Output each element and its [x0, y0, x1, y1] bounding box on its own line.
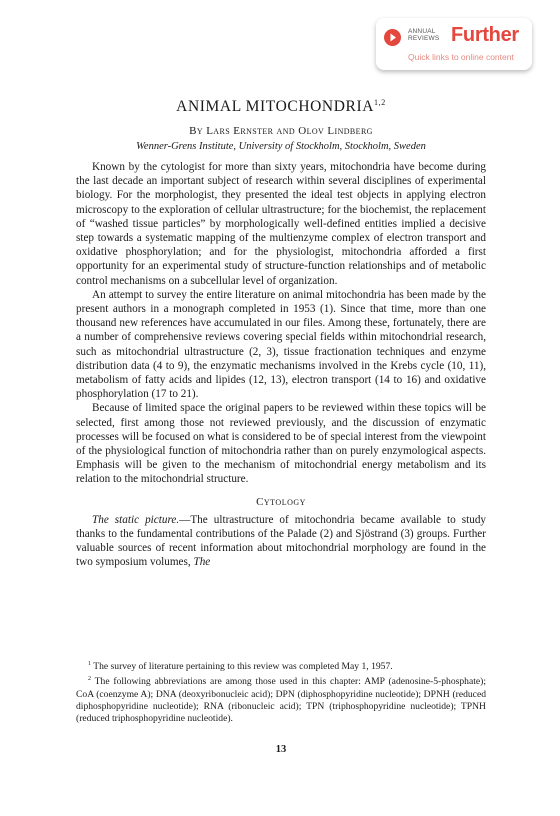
- paragraph: Because of limited space the original papers to be reviewed within these topics will be selected, first among those not reviewed previously, and the discussion of enzymatic processes will be focused on what is considered to be of special interest from the viewpoint of the physiological function of mitochondria rather than on purely enzymological aspects. Emphasis will be given to the mechanism of mitochondrial energy metabolism and its relation to the mitochondrial structure.: [76, 402, 486, 486]
- badge-word: Further: [451, 24, 519, 46]
- section-heading: Cytology: [256, 495, 306, 508]
- badge-publisher: ANNUAL REVIEWS: [408, 28, 440, 42]
- article-title: ANIMAL MITOCHONDRIA$^{1,2}$: [176, 98, 386, 116]
- page-number: 13: [275, 744, 287, 755]
- paragraph: The static picture.—The ultrastructure of mitochondria became available to study thanks to the fundamental contributions of the Palade (2) and Sjöstrand (3) groups. Further valuable sources of recent information about mitochondrial morphology are found in the two symposium volumes, The: [76, 513, 487, 569]
- article-body: [76, 160, 486, 570]
- paragraph: Known by the cytologist for more than sixty years, mitochondria have become during the last decade an important subject of research within several disciplines of experimental biology. For the morphologist, they presented the ideal test objects in applying electron microscopy to the exploration of cellular ultrastructure; for the biochemist, the replacement of “washed tissue particles” by morphologically well-defined entities implied a decisive step towards a systematic mapping of the multienzyme complex of electron transport and oxidative phosphorylation; and for the physiologist, mitochondria afforded a first opportunity for an experimental study of structure-function relationships and of metabolic control mechanisms on a subcellular level of organization.: [76, 161, 486, 287]
- badge-subtitle: Quick links to online content: [408, 52, 514, 62]
- footnote: $^1$ The survey of literature pertaining to this review was completed May 1, 1957.: [88, 661, 393, 673]
- article-authors: By Lars Ernster and Olov Lindberg: [189, 125, 373, 137]
- title-footnote-marks: 1,2: [374, 98, 386, 107]
- footnote: $^2$ The following abbreviations are among those used in this chapter: AMP (adenosine-5-phosphate); CoA (coenzyme A); DNA (deoxyribonucleic acid); DPN (diphosphopyridine nucleotide); DPNH (reduced diphosphopyridine nucleotide); RNA (ribonucleic acid); TPN (triphosphopyridine nucleotide); TPNH (reduced triphosphopyridine nucleotide).: [76, 676, 486, 725]
- article-affiliation: Wenner-Grens Institute, University of Stockholm, Stockholm, Sweden: [136, 141, 426, 152]
- paragraph-lead: The static picture.: [92, 513, 180, 526]
- footnotes: [76, 658, 486, 725]
- paragraph: An attempt to survey the entire literature on animal mitochondria has been made by the present authors in a monograph completed in 1953 (1). Since that time, more than one thousand new references have accumulated in our files. Among these, fortunately, there are a number of comprehensive reviews covering special fields within mitochondrial research, such as mitochondrial ultrastructure (2, 3), tissue fractionation techniques and enzyme distribution data (4 to 9), the enzymatic mechanisms involved in the Krebs cycle (10, 11), metabolism of fatty acids and lipides (12, 13), electron transport (14 to 16) and oxidative phosphorylation (17 to 21).: [76, 288, 486, 401]
- further-badge-link[interactable]: [376, 18, 532, 70]
- play-arrow-icon: [384, 29, 401, 46]
